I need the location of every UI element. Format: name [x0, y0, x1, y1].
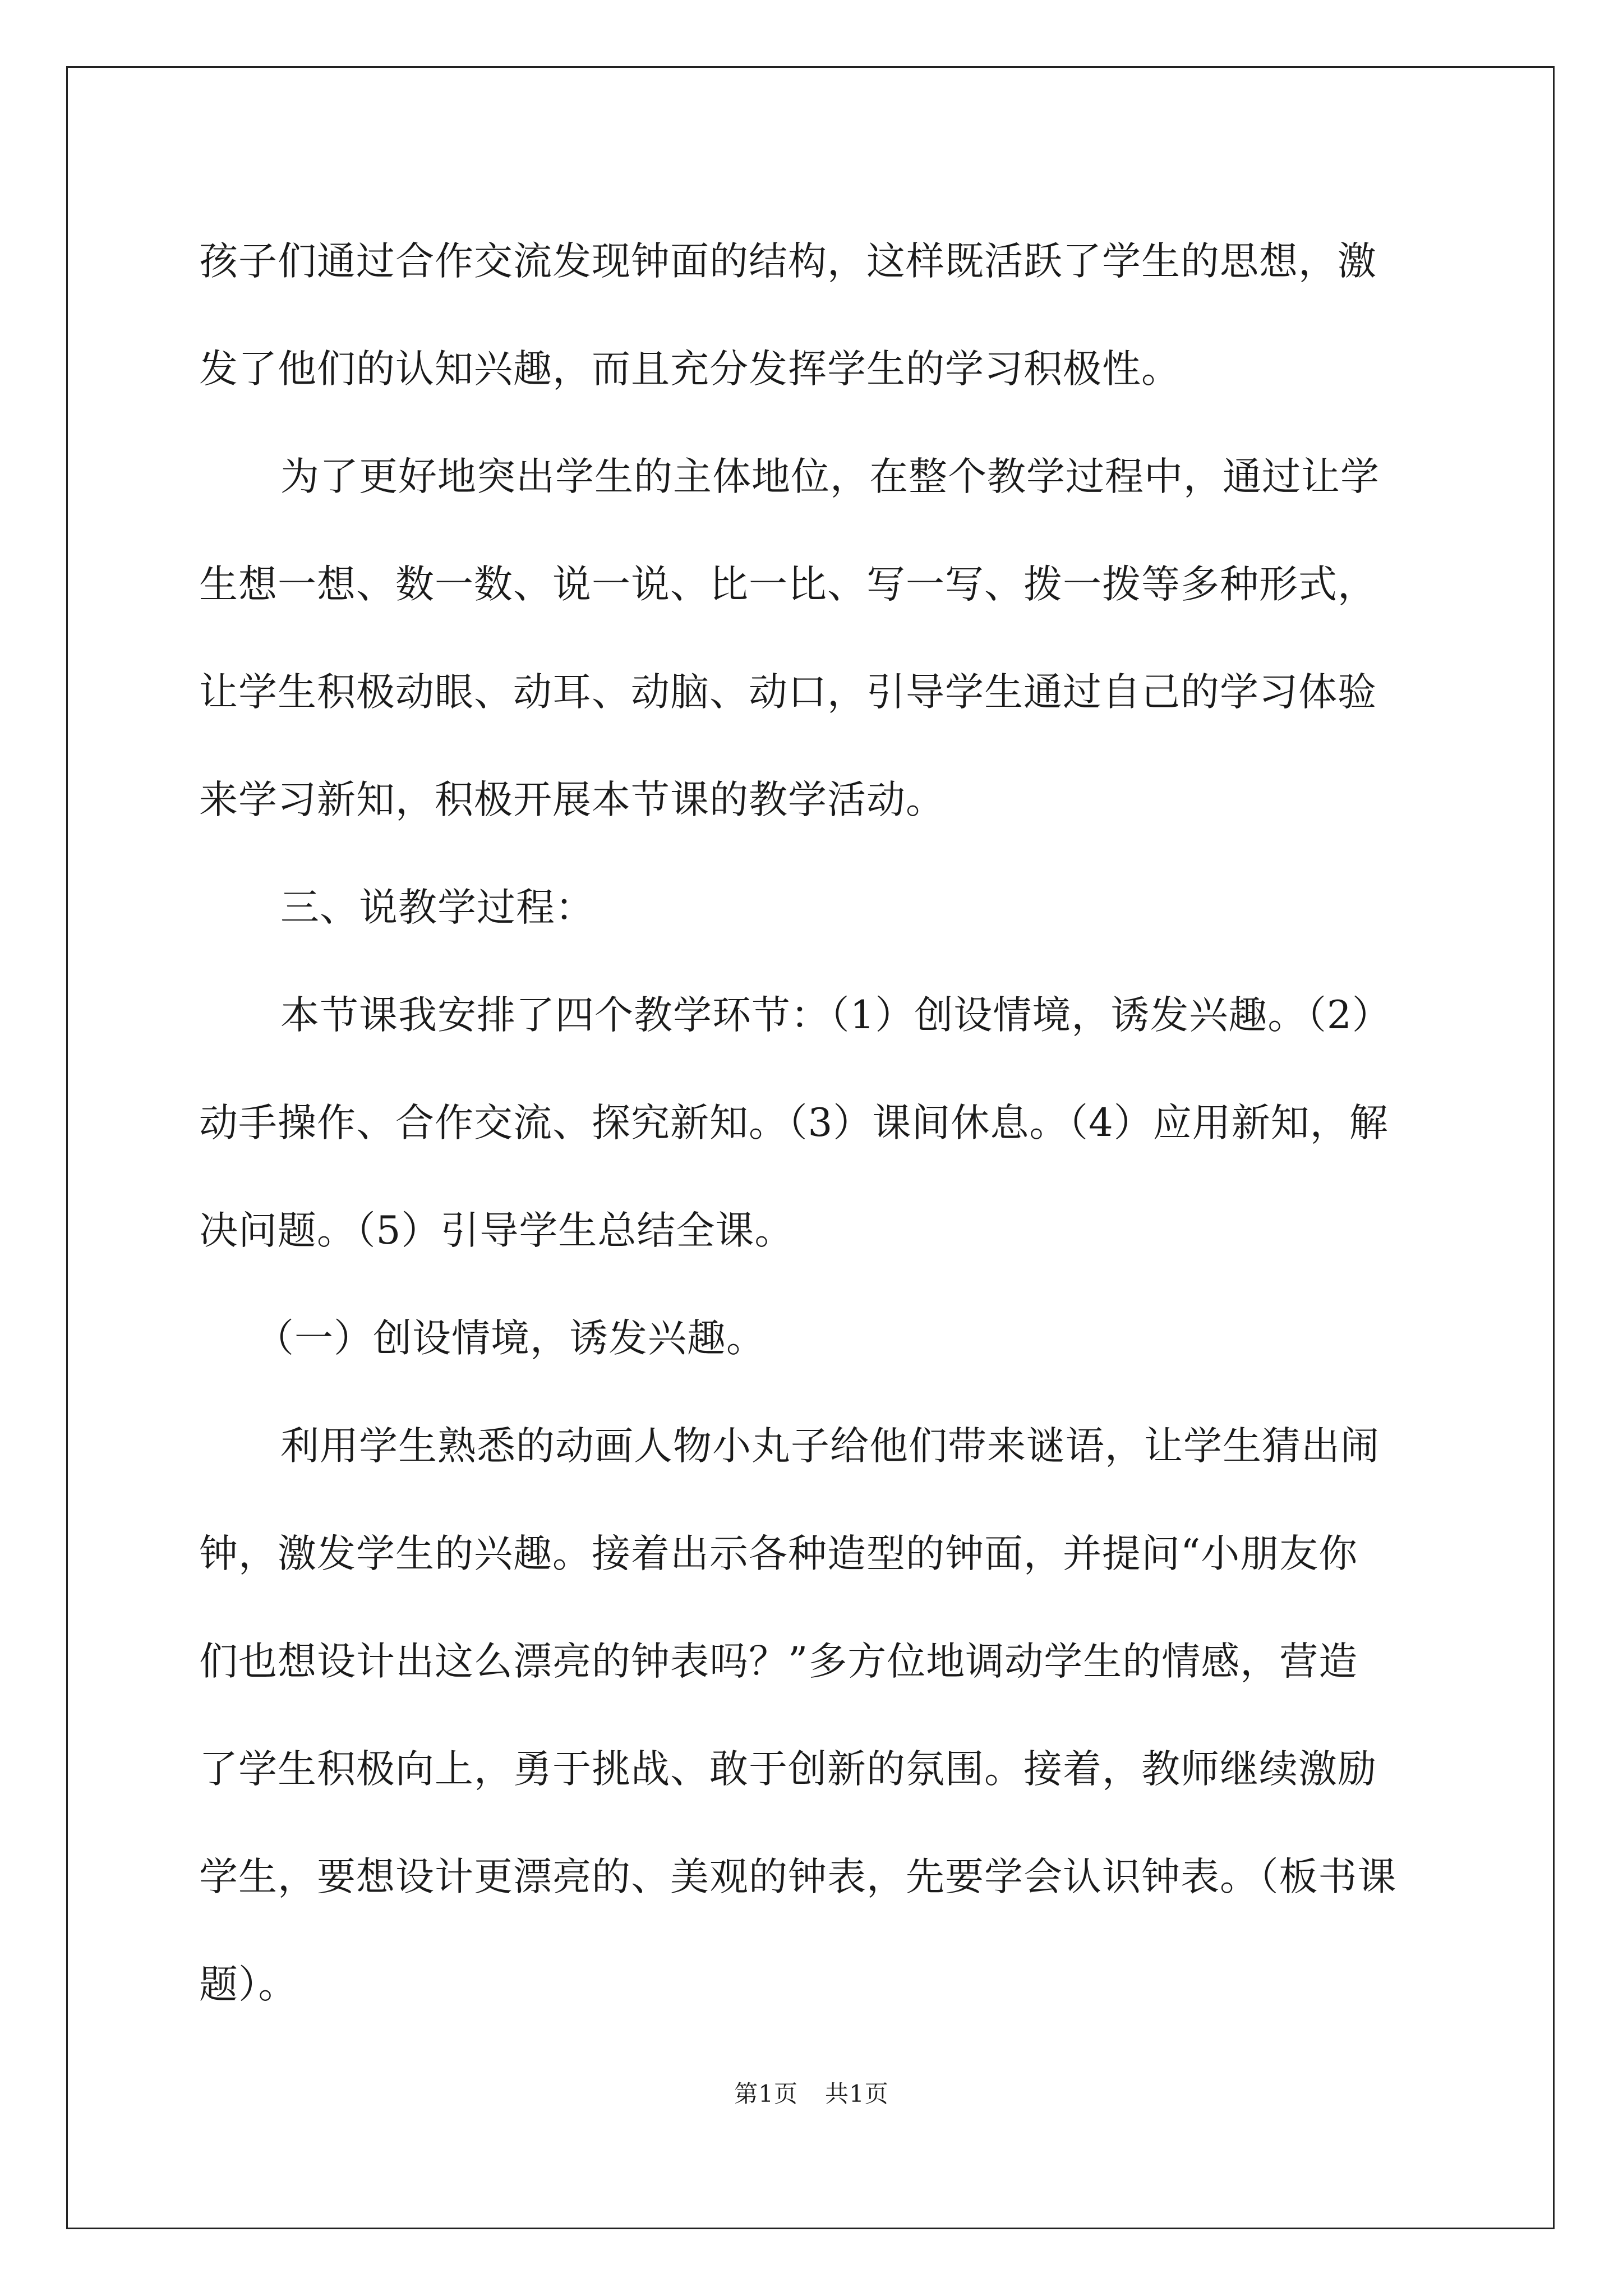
paragraph-1 [199, 208, 1433, 423]
section-heading [199, 854, 1433, 961]
text-line: 决问题。（5）引导学生总结全课。 [199, 1208, 794, 1253]
document-body [199, 208, 1433, 2039]
text-line: 们也想设计出这么漂亮的钟表吗？”多方位地调动学生的情感，营造 [199, 1639, 1358, 1684]
paragraph-4 [199, 1392, 1433, 2039]
text-line: 孩子们通过合作交流发现钟面的结构，这样既活跃了学生的思想，激 [199, 239, 1377, 284]
text-line: 发了他们的认知兴趣，而且充分发挥学生的学习积极性。 [199, 347, 1181, 392]
text-line: 来学习新知，积极开展本节课的教学活动。 [199, 777, 945, 822]
page-number: 第1页 [734, 2080, 798, 2108]
text-line: 题）。 [199, 1962, 298, 2007]
text-line: 了学生积极向上，勇于挑战、敢于创新的氛围。接着，教师继续激励 [199, 1747, 1377, 1792]
page-footer [0, 2076, 1623, 2109]
text-line: 为了更好地突出学生的主体地位，在整个教学过程中，通过让学 [280, 454, 1380, 499]
text-line: 利用学生熟悉的动画人物小丸子给他们带来谜语，让学生猜出闹 [280, 1424, 1380, 1469]
subsection-heading [199, 1285, 1433, 1392]
text-line: 三、说教学过程： [280, 885, 594, 930]
page-total: 共1页 [825, 2080, 889, 2108]
text-line: 动手操作、合作交流、探究新知。（3）课间休息。（4）应用新知，解 [199, 1101, 1389, 1145]
paragraph-2 [199, 423, 1433, 854]
paragraph-3 [199, 961, 1433, 1285]
text-line: 生想一想、数一数、说一说、比一比、写一写、拨一拨等多种形式， [199, 562, 1377, 607]
text-line: 让学生积极动眼、动耳、动脑、动口，引导学生通过自己的学习体验 [199, 670, 1377, 715]
text-line: 本节课我安排了四个教学环节：（1）创设情境，诱发兴趣。（2） [280, 993, 1391, 1038]
text-line: （一）创设情境，诱发兴趣。 [255, 1316, 766, 1361]
text-line: 钟，激发学生的兴趣。接着出示各种造型的钟面，并提问“小朋友你 [199, 1531, 1358, 1576]
text-line: 学生，要想设计更漂亮的、美观的钟表，先要学会认识钟表。（板书课 [199, 1855, 1397, 1899]
